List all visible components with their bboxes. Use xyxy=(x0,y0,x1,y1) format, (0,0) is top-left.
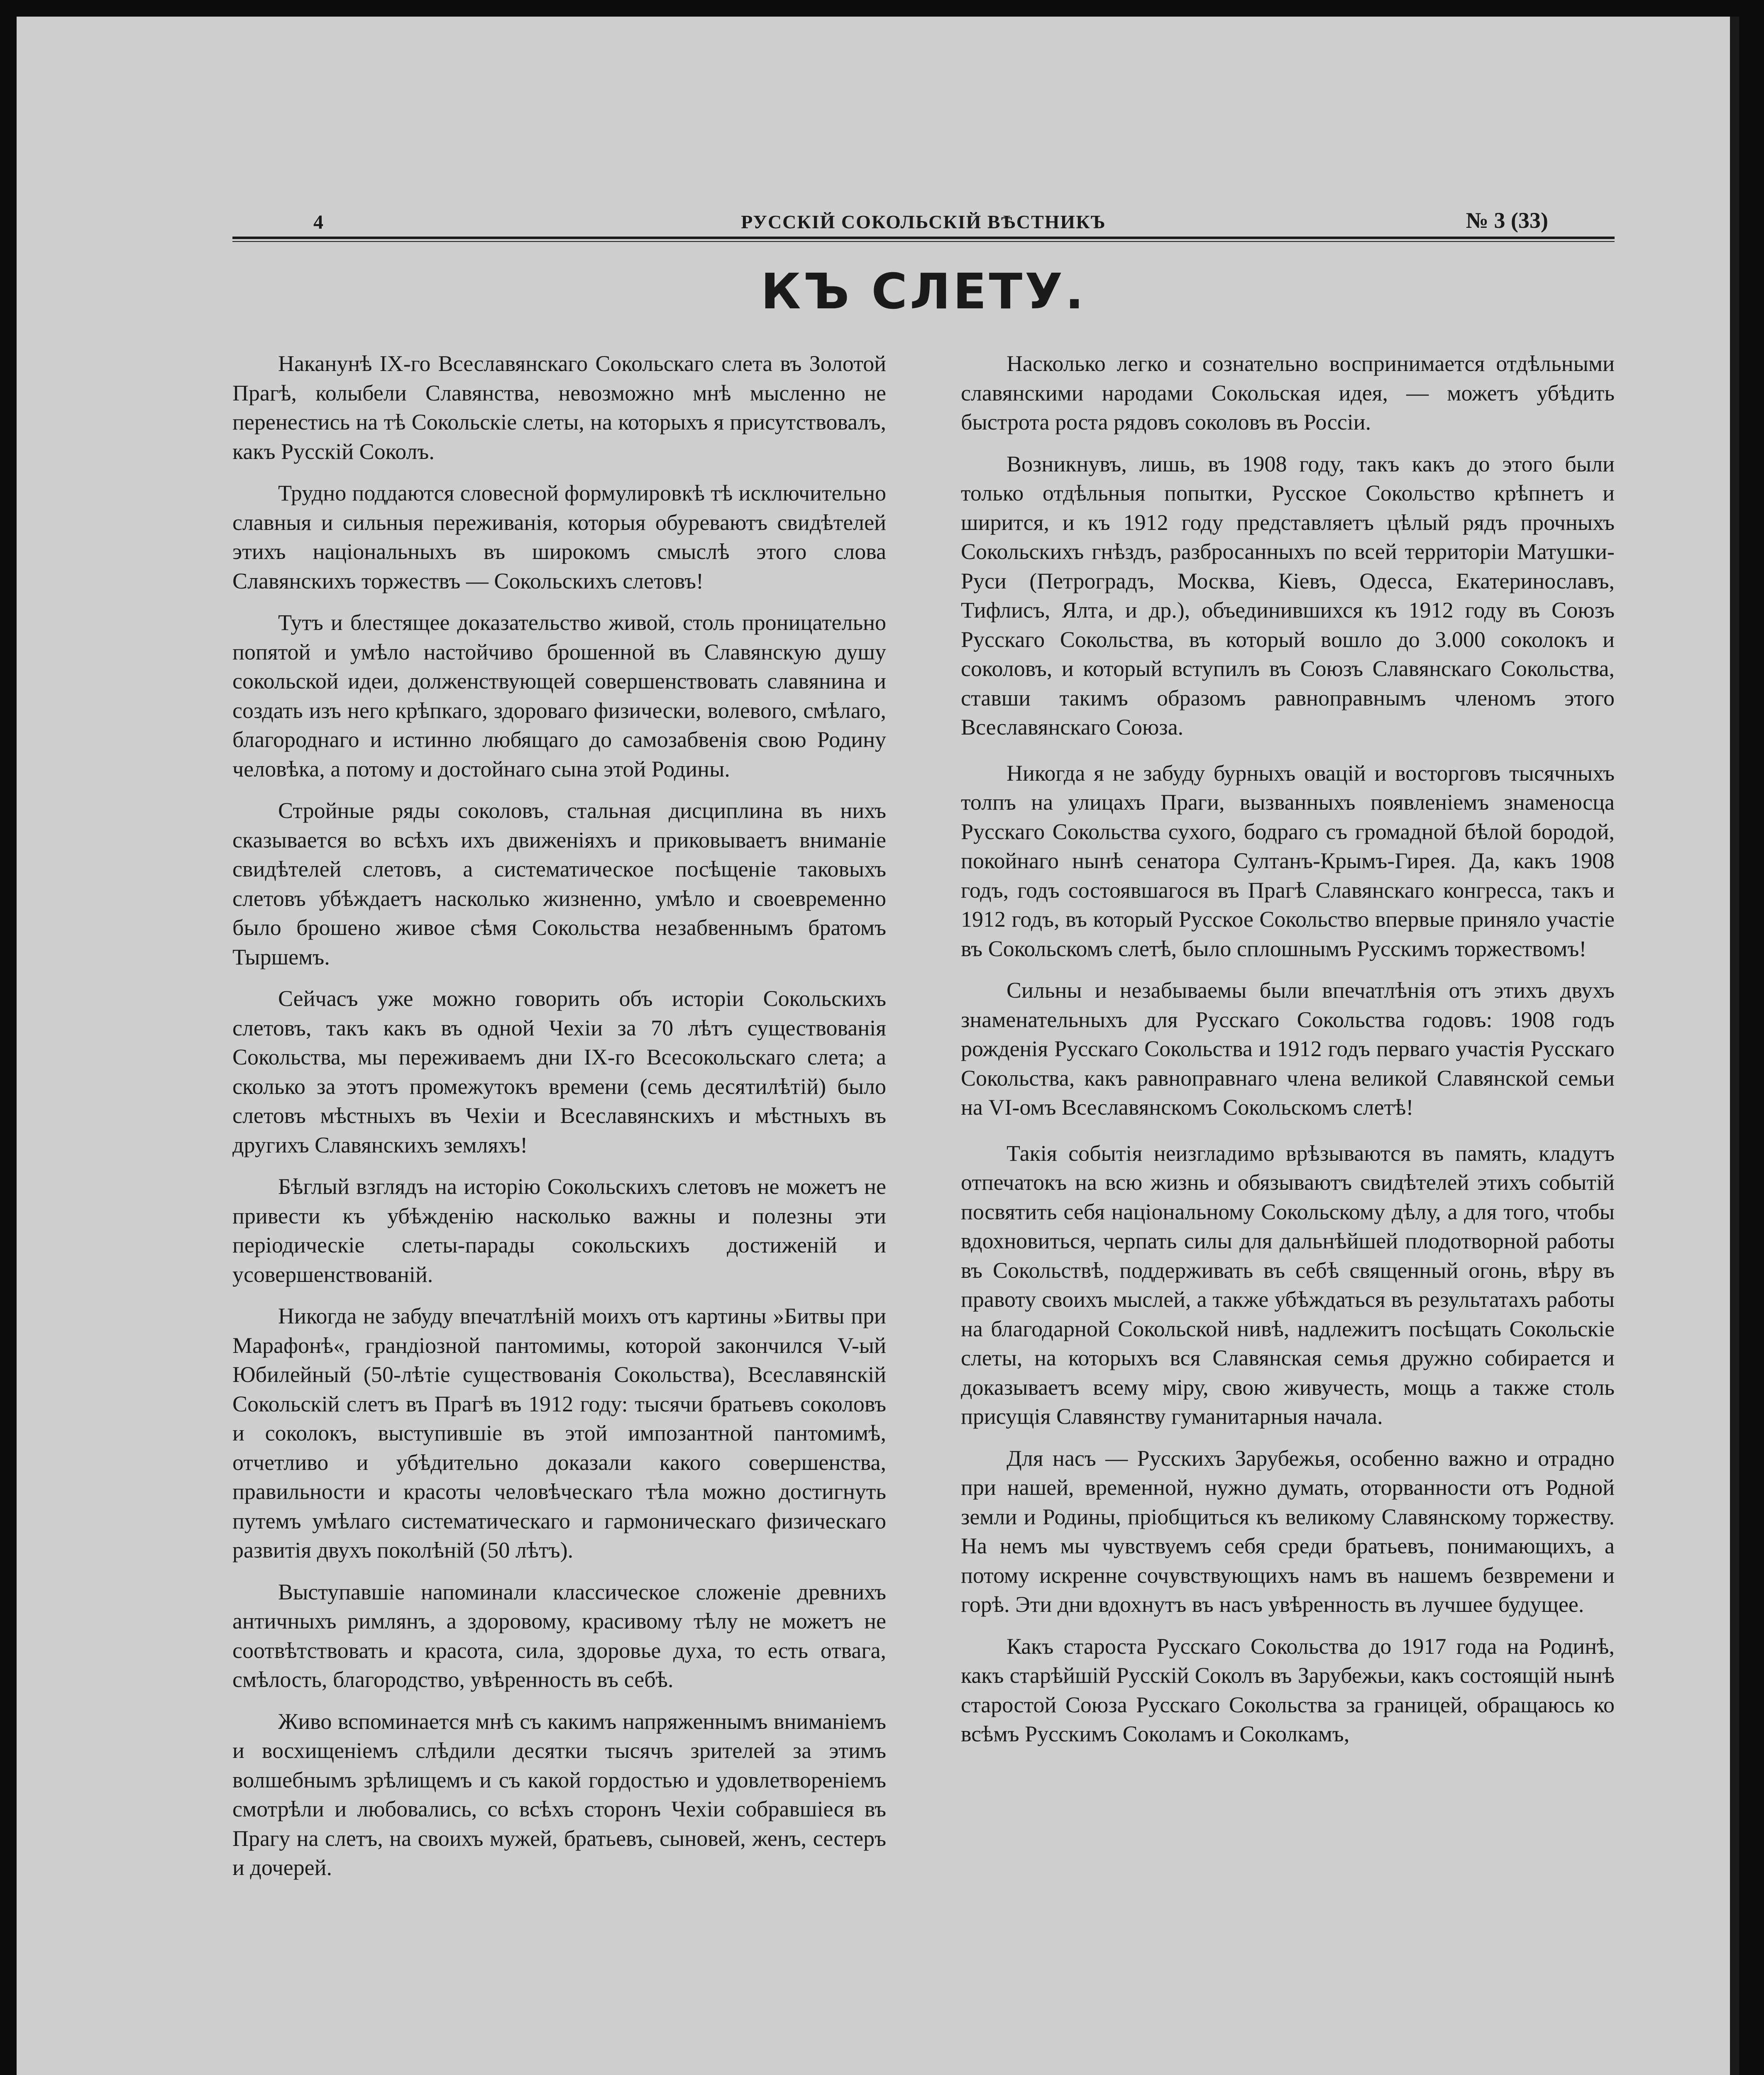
paragraph: Для насъ — Русскихъ Зарубежья, особенно важно и отрадно при нашей, временной, нужно думать, оторванности отъ Родной земли и Родины, прiобщиться къ великому Славянскому торжеству. На немъ мы чувствуемъ себя среди братьевъ, понимающихъ, а потому искренне сочувствующихъ намъ въ нашемъ безвремени и горѣ. Эти дни вдохнутъ въ насъ увѣренность въ лучшее будущее. xyxy=(961,1445,1615,1617)
right-column xyxy=(961,349,1615,1895)
paragraph: Сейчасъ уже можно говорить объ исторiи Сокольскихъ слетовъ, такъ какъ въ одной Чехiи за 70 лѣтъ существованiя Сокольства, мы переживаемъ дни IX-го Всесокольскаго слета; а сколько за этотъ промежутокъ времени (семь десятилѣтiй) было слетовъ мѣстныхъ въ Чехiи и Всеславянскихъ и мѣстныхъ въ другихъ Славянскихъ земляхъ! xyxy=(232,986,886,1157)
paragraph: Трудно поддаются словесной формулировкѣ тѣ исключительно славныя и сильныя переживанiя, которыя обуреваютъ свидѣтелей этихъ нацiональныхъ въ широкомъ смыслѣ этого слова Славянскихъ торжествъ — Сокольскихъ слетовъ! xyxy=(232,481,886,593)
journal-title: РУССКIЙ СОКОЛЬСКIЙ ВѢСТНИКЪ xyxy=(741,211,1106,232)
binding-edge xyxy=(1730,17,1739,2075)
paragraph: Наканунѣ IX-го Всеславянскаго Сокольскаго слета въ Золотой Прагѣ, колыбели Славянства, невозможно мнѣ мысленно не перенестись на тѣ Сокольскiе слеты, на которыхъ я присутствовалъ, какъ Русскiй Соколъ. xyxy=(232,351,886,464)
paragraph: Стройные ряды соколовъ, стальная дисциплина въ нихъ сказывается во всѣхъ ихъ движенiяхъ и приковываетъ вниманiе свидѣтелей слетовъ, а систематическое посѣщенiе таковыхъ слетовъ убѣждаетъ насколько жизненно, умѣло и своевременно было брошено живое сѣмя Сокольства незабвеннымъ братомъ Тыршемъ. xyxy=(232,798,886,969)
paragraph: Бѣглый взглядъ на исторiю Сокольскихъ слетовъ не можетъ не привести къ убѣжденiю насколько важны и полезны эти перiодическiе слеты-парады сокольскихъ достиженiй и усовершенствованiй. xyxy=(232,1174,886,1287)
running-header xyxy=(232,208,1615,237)
page-number: 4 xyxy=(313,211,323,233)
paragraph: Какъ староста Русскаго Сокольства до 1917 года на Родинѣ, какъ старѣйшiй Русскiй Соколъ въ Зарубежьи, какъ состоящiй нынѣ старостой Союза Русскаго Сокольства за границей, обращаюсь ко всѣмъ Русскимъ Соколамъ и Соколкамъ, xyxy=(961,1633,1615,1746)
header-rule xyxy=(232,237,1615,242)
article-title: КЪ СЛЕТУ. xyxy=(761,263,1086,320)
left-column xyxy=(232,349,886,1895)
scanned-page xyxy=(17,17,1739,2075)
paragraph: Никогда я не забуду бурныхъ овацiй и восторговъ тысячныхъ толпъ на улицахъ Праги, вызванныхъ появленiемъ знаменосца Русскаго Сокольства сухого, бодраго съ громадной бѣлой бородой, покойнаго нынѣ сенатора Султанъ-Крымъ-Гирея. Да, какъ 1908 годъ, годъ состоявшагося въ Прагѣ Славянскаго конгресса, такъ и 1912 годъ, въ который Русское Сокольство впервые приняло участiе въ Сокольскомъ слетѣ, было сплошнымъ Русскимъ торжествомъ! xyxy=(961,760,1615,961)
paragraph: Насколько легко и сознательно воспринимается отдѣльными славянскими народами Сокольская идея, — можетъ убѣдить быстрота роста рядовъ соколовъ въ Россiи. xyxy=(961,351,1615,435)
article-body xyxy=(232,349,1615,1895)
page-content xyxy=(232,208,1615,2075)
paragraph: Никогда не забуду впечатлѣнiй моихъ отъ картины »Битвы при Марафонѣ«, грандiозной пантомимы, которой закончился V-ый Юбилейный (50-лѣтiе существованiя Сокольства), Всеславянскiй Сокольскiй слетъ въ Прагѣ въ 1912 году: тысячи братьевъ соколовъ и соколокъ, выступившiе въ этой импозантной пантомимѣ, отчетливо и убѣдительно доказали какого совершенства, правильности и красоты человѣческаго тѣла можно достигнуть путемъ умѣлаго систематическаго и гармоническаго физическаго развитiя двухъ поколѣнiй (50 лѣтъ). xyxy=(232,1304,886,1562)
issue-number: № 3 (33) xyxy=(1466,208,1548,233)
paragraph: Такiя событiя неизгладимо врѣзываются въ память, кладутъ отпечатокъ на всю жизнь и обязываютъ свидѣтелей этихъ событiй посвятить себя нацiональному Сокольскому дѣлу, а для того, чтобы вдохновиться, черпать силы для дальнѣйшей плодотворной работы въ Сокольствѣ, поддерживать въ себѣ священный огонь, вѣру въ правоту своихъ мыслей, а также убѣждаться въ результатахъ работы на благодарной Сокольской нивѣ, надлежитъ посѣщать Сокольскiе слеты, на которыхъ вся Славянская семья дружно собирается и доказываетъ всему мiру, свою живучесть, мощь а также столь присущiя Славянству гуманитарныя начала. xyxy=(961,1140,1615,1429)
paragraph: Тутъ и блестящее доказательство живой, столь проницательно попятой и умѣло настойчиво брошенной въ Славянскую душу сокольской идеи, долженствующей совершенствовать славянина и создать изъ него крѣпкаго, здороваго физически, волевого, смѣлаго, благороднаго и истинно любящаго до самозабвенiя свою Родину человѣка, а потому и достойнаго сына этой Родины. xyxy=(232,610,886,781)
paragraph: Живо вспоминается мнѣ съ какимъ напряженнымъ вниманiемъ и восхищенiемъ слѣдили десятки тысячъ зрителей за этимъ волшебнымъ зрѣлищемъ и съ какой гордостью и удовлетворенiемъ смотрѣли и любовались, со всѣхъ сторонъ Чехiи собравшiеся въ Прагу на слетъ, на своихъ мужей, братьевъ, сыновей, женъ, сестеръ и дочерей. xyxy=(232,1709,886,1880)
paragraph: Сильны и незабываемы были впечатлѣнiя отъ этихъ двухъ знаменательныхъ для Русскаго Сокольства годовъ: 1908 годъ рожденiя Русскаго Сокольства и 1912 годъ перваго участiя Русскаго Сокольства, какъ равноправнаго члена великой Славянской семьи на VI-омъ Всеславянскомъ Сокольскомъ слетѣ! xyxy=(961,978,1615,1120)
paragraph: Возникнувъ, лишь, въ 1908 году, такъ какъ до этого были только отдѣльныя попытки, Русское Сокольство крѣпнетъ и ширится, и къ 1912 году представляетъ цѣлый рядъ прочныхъ Сокольскихъ гнѣздъ, разбросанныхъ по всей территорiи Матушки-Руси (Петроградъ, Москва, Кiевъ, Одесса, Екатеринославъ, Тифлисъ, Ялта, и др.), объединившихся къ 1912 году въ Союзъ Русскаго Сокольства, въ который вошло до 3.000 соколокъ и соколовъ, и который вступилъ въ Союзъ Славянскаго Сокольства, ставши такимъ образомъ равноправнымъ членомъ этого Всеславянскаго Союза. xyxy=(961,451,1615,740)
paragraph: Выступавшiе напоминали классическое сложенiе древнихъ античныхъ римлянъ, а здоровому, красивому тѣлу не можетъ не соотвѣтствовать и красота, сила, здоровье духа, то есть отвага, смѣлость, благородство, увѣренность въ себѣ. xyxy=(232,1579,886,1692)
